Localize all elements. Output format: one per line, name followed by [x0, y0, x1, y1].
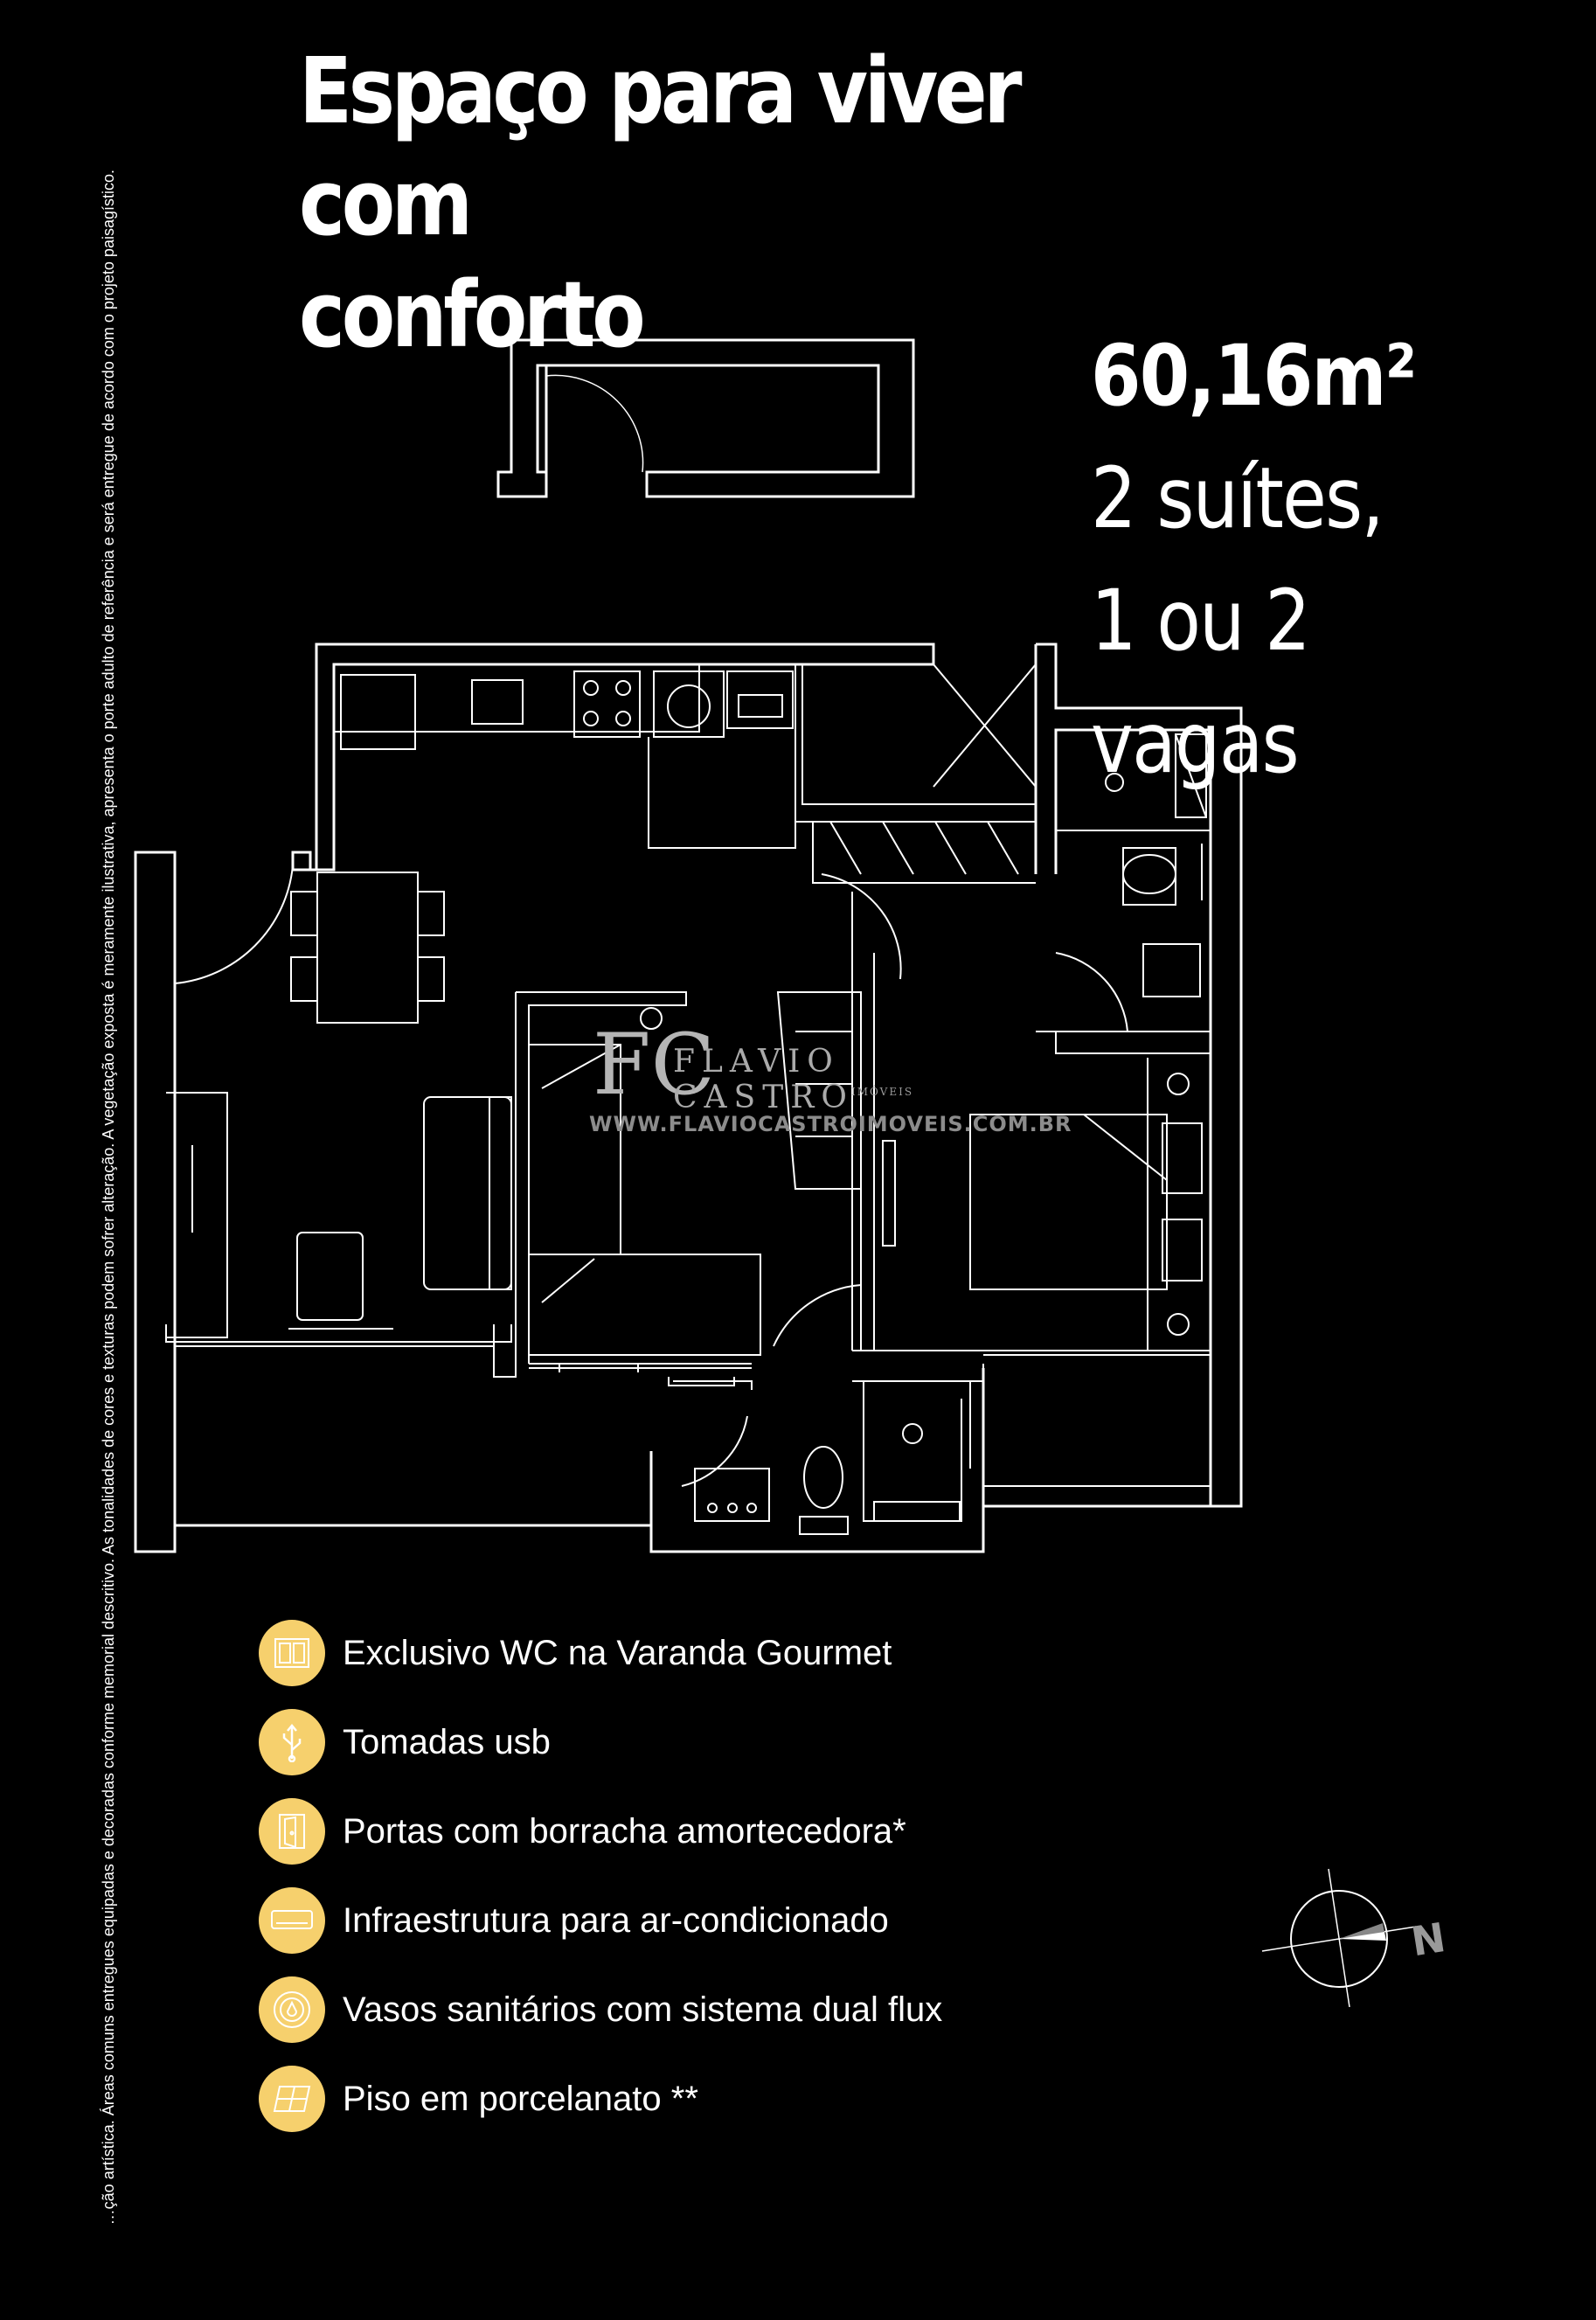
- feature-label: Portas com borracha amortecedora*: [343, 1811, 906, 1851]
- unit-area: 60,16m²: [1091, 327, 1416, 425]
- feature-item: [259, 1965, 942, 2054]
- title-line-2: conforto: [299, 261, 642, 368]
- feature-item: [259, 1876, 942, 1965]
- suite-2-bathroom: [1036, 734, 1211, 1053]
- feature-item: [259, 1787, 942, 1876]
- north-arrow-icon: [1255, 1867, 1456, 2007]
- feature-label: Tomadas usb: [343, 1722, 551, 1761]
- toilet-flush-icon: [259, 1976, 325, 2043]
- kitchen: [334, 664, 1036, 883]
- usb-icon: [259, 1709, 325, 1775]
- unit-parking: 1 ou 2 vagas: [1091, 572, 1310, 792]
- features-list: [259, 1608, 942, 2143]
- unit-suites: 2 suítes,: [1091, 449, 1383, 547]
- watermark-name: FLAVIO CASTRO: [673, 1044, 854, 1115]
- feature-label: Infraestrutura para ar-condicionado: [343, 1900, 889, 1940]
- tile-floor-icon: [259, 2066, 325, 2132]
- suite-2: [822, 874, 1211, 1486]
- storage-unit: [498, 340, 913, 497]
- watermark-monogram: FC: [593, 1016, 716, 1114]
- watermark: [577, 1014, 1072, 1145]
- air-conditioner-icon: [259, 1887, 325, 1954]
- dining-table: [175, 865, 444, 1023]
- disclaimer-text: …ção artística. Áreas comuns entregues equipadas e decoradas conforme memorial descritivo. As tonalidades de cores e texturas podem sofrer alteração. A vegetação exposta é meramente ilustrativa, apresenta o porte adulto de referência e será entregue de acordo com o projeto paisagístico.: [100, 170, 117, 2226]
- feature-item: [259, 1698, 942, 1787]
- living-room: [166, 992, 516, 1377]
- title-line-1: Espaço para viver com: [299, 38, 1019, 256]
- feature-item: [259, 2054, 942, 2143]
- watermark-url: WWW.FLAVIOCASTROIMOVEIS.COM.BR: [589, 1112, 1072, 1136]
- feature-item: [259, 1608, 942, 1698]
- gourmet-wc: [651, 1377, 983, 1552]
- door-icon: [259, 1798, 325, 1865]
- feature-label: Piso em porcelanato **: [343, 2079, 698, 2118]
- feature-label: Exclusivo WC na Varanda Gourmet: [343, 1633, 892, 1672]
- watermark-sub: IMÓVEIS: [851, 1086, 914, 1098]
- wc-door-icon: [259, 1620, 325, 1686]
- feature-label: Vasos sanitários com sistema dual flux: [343, 1990, 943, 2029]
- compass-label: N: [1407, 1913, 1449, 1966]
